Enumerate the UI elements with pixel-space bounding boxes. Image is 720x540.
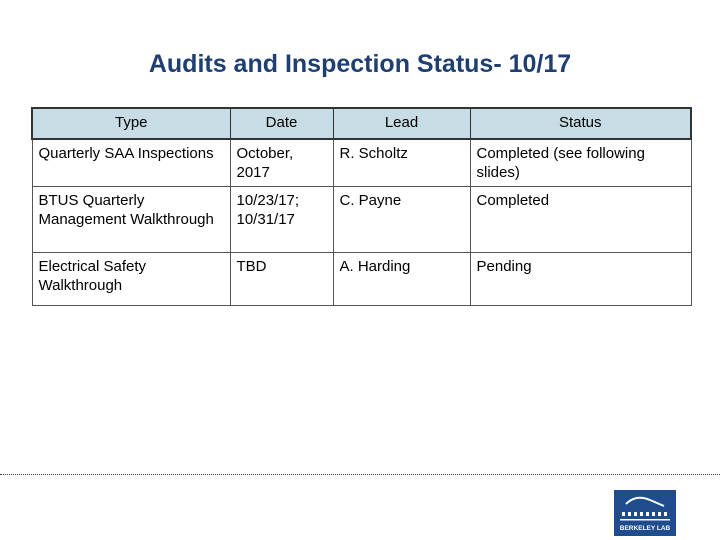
- table-row: [32, 252, 691, 305]
- berkeley-lab-logo: [614, 490, 676, 536]
- cell-type: Quarterly SAA Inspections: [32, 139, 230, 186]
- slide-title: Audits and Inspection Status- 10/17: [148, 50, 572, 78]
- cell-status: Pending: [470, 252, 691, 305]
- cell-lead: R. Scholtz: [333, 139, 470, 186]
- header-status: Status: [470, 108, 691, 139]
- cell-lead: A. Harding: [333, 252, 470, 305]
- header-type: Type: [32, 108, 230, 139]
- cell-status: Completed (see following slides): [470, 139, 691, 186]
- table-row: [32, 186, 691, 252]
- table-row: [32, 139, 691, 186]
- footer-divider: [0, 474, 720, 475]
- cell-type: Electrical Safety Walkthrough: [32, 252, 230, 305]
- audit-status-table: [31, 107, 692, 306]
- table-header-row: [32, 108, 691, 139]
- svg-text:BERKELEY LAB: BERKELEY LAB: [619, 525, 671, 532]
- cell-date: October, 2017: [230, 139, 333, 186]
- cell-date: TBD: [230, 252, 333, 305]
- cell-type: BTUS Quarterly Management Walkthrough: [32, 186, 230, 252]
- cell-status: Completed: [470, 186, 691, 252]
- cell-date: 10/23/17; 10/31/17: [230, 186, 333, 252]
- cell-lead: C. Payne: [333, 186, 470, 252]
- header-date: Date: [230, 108, 333, 139]
- header-lead: Lead: [333, 108, 470, 139]
